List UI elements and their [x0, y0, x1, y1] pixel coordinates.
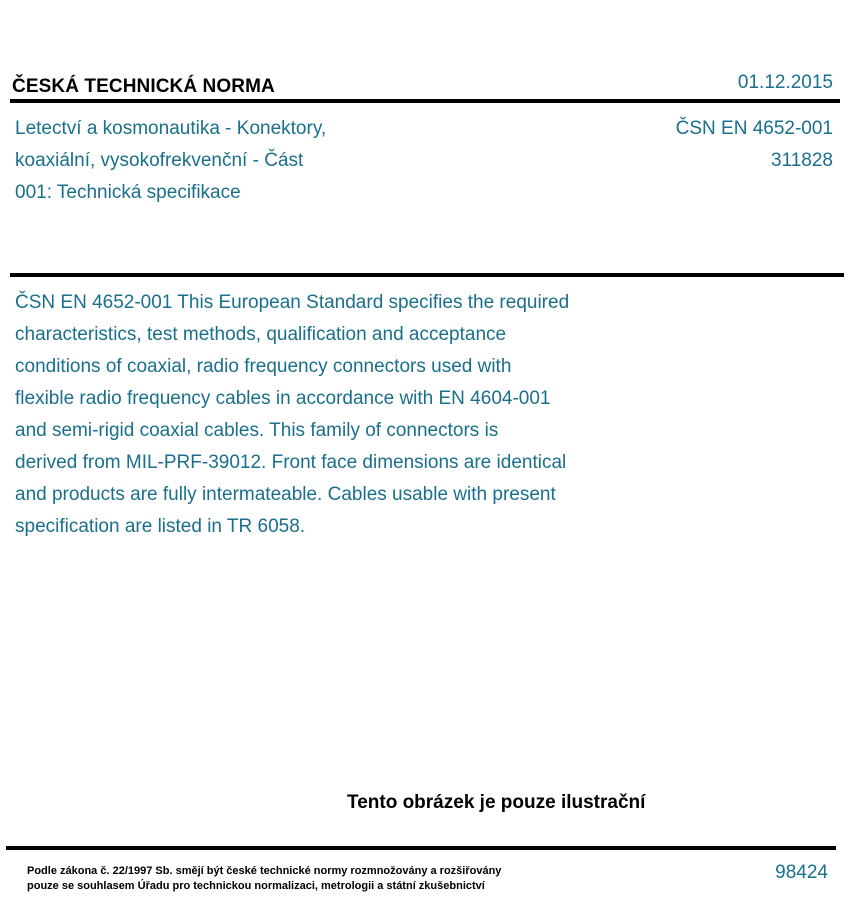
standard-designation: ČSN EN 4652-001 — [675, 118, 833, 139]
abstract-line: derived from MIL-PRF-39012. Front face dimensions are identical — [15, 452, 567, 473]
legal-notice-line: Podle zákona č. 22/1997 Sb. smějí být české technické normy rozmnožovány a rozšiřovány — [27, 865, 502, 877]
abstract-line: and semi-rigid coaxial cables. This family of connectors is — [15, 420, 499, 441]
illustration-note: Tento obrázek je pouze ilustrační — [347, 792, 646, 813]
abstract-line: and products are fully intermateable. Cables usable with present — [15, 484, 556, 505]
legal-notice-line: pouze se souhlasem Úřadu pro technickou normalizaci, metrologii a státní zkušebnictví — [27, 880, 485, 892]
classification-number: 311828 — [771, 150, 833, 171]
footer-divider — [6, 846, 836, 850]
abstract-line: characteristics, test methods, qualification and acceptance — [15, 324, 507, 345]
order-number: 98424 — [775, 862, 828, 883]
abstract-line: specification are listed in TR 6058. — [15, 516, 306, 537]
publication-date: 01.12.2015 — [737, 72, 833, 93]
legal-notice — [27, 864, 501, 894]
section-divider — [10, 273, 844, 277]
standard-title-line: Letectví a kosmonautika - Konektory, — [15, 118, 327, 139]
abstract-text — [15, 287, 655, 543]
abstract-line: ČSN EN 4652-001 This European Standard specifies the required — [15, 292, 570, 313]
abstract-line: conditions of coaxial, radio frequency connectors used with — [15, 356, 512, 377]
header-divider — [10, 99, 840, 103]
abstract-line: flexible radio frequency cables in accordance with EN 4604-001 — [15, 388, 551, 409]
document-header-title: ČESKÁ TECHNICKÁ NORMA — [12, 76, 275, 97]
standard-title-line: 001: Technická specifikace — [15, 182, 241, 203]
standard-title-line: koaxiální, vysokofrekvenční - Část — [15, 150, 304, 171]
